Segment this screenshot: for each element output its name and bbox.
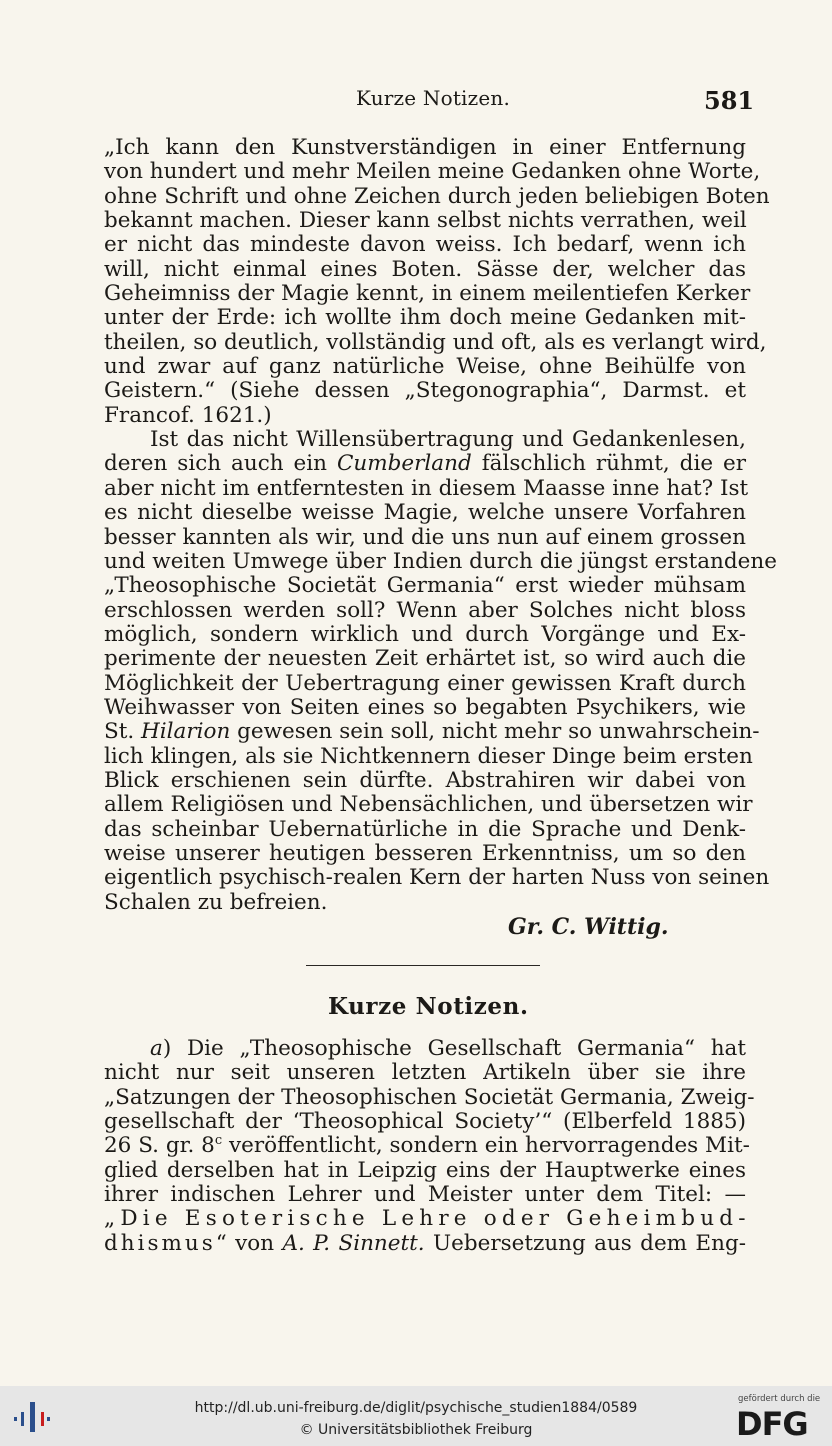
text-line: gesellschaft der ‘Theosophical Society’“ (Elberfeld 1885) xyxy=(104,1109,746,1135)
page-number: 581 xyxy=(704,86,755,115)
text-line: von hundert und mehr Meilen meine Gedanken ohne Worte, xyxy=(104,159,761,185)
text-line: Möglichkeit der Uebertragung einer gewissen Kraft durch xyxy=(104,670,746,696)
text-line: will, nicht einmal eines Boten. Sässe der, welcher das xyxy=(104,256,746,282)
text-line: eigentlich psychisch-realen Kern der harten Nuss von seinen xyxy=(104,865,770,891)
running-head: Kurze Notizen. xyxy=(356,86,511,110)
italic-name: Hilarion xyxy=(141,719,231,745)
text-line: „Satzungen der Theosophischen Societät Germania, Zweig- xyxy=(104,1084,755,1110)
text-line: es nicht dieselbe weisse Magie, welche unsere Vorfahren xyxy=(104,500,746,526)
text-line: deren sich auch ein Cumberland fälschlich rühmt, die er xyxy=(104,451,747,477)
text-line: Ist das nicht Willensübertragung und Gedankenlesen, xyxy=(150,427,746,453)
dfg-logo: DFG xyxy=(736,1405,808,1443)
text-line: erschlossen werden soll? Wenn aber Solches nicht bloss xyxy=(104,597,746,623)
text-line: und weiten Umwege über Indien durch die jüngst erstandene xyxy=(104,548,777,574)
text-line: Geistern.“ (Siehe dessen „Stegonographia“, Darmst. et xyxy=(104,378,746,404)
text-line: „Ich kann den Kunstverständigen in einer Entfernung xyxy=(104,135,746,160)
text-line: theilen, so deutlich, vollständig und oft, als es verlangt wird, xyxy=(104,329,767,355)
text-line: das scheinbar Uebernatürliche in die Sprache und Denk- xyxy=(104,816,746,842)
text-line: Francof. 1621.) xyxy=(104,402,272,428)
text-line: a) Die „Theosophische Gesellschaft Germania“ hat xyxy=(150,1036,746,1061)
text-line: lich klingen, als sie Nichtkennern dieser Dinge beim ersten xyxy=(104,743,753,769)
text-line: Blick erschienen sein dürfte. Abstrahiren wir dabei von xyxy=(104,767,746,793)
section-body xyxy=(104,1036,755,1256)
footer-bar xyxy=(0,1386,832,1446)
text-line: bekannt machen. Dieser kann selbst nichts verrathen, weil xyxy=(104,208,747,234)
text-line: dhismus“ von A. P. Sinnett. Uebersetzung aus dem Eng- xyxy=(104,1230,746,1256)
text-line: möglich, sondern wirklich und durch Vorgänge und Ex- xyxy=(104,621,746,647)
text-line: ohne Schrift und ohne Zeichen durch jeden beliebigen Boten xyxy=(104,183,770,209)
copyright-text: © Universitätsbibliothek Freiburg xyxy=(299,1422,533,1438)
text-line: „Die Esoterische Lehre oder Geheimbud- xyxy=(104,1206,751,1232)
article-body xyxy=(104,135,777,915)
text-line: Weihwasser von Seiten eines so begabten Psychikers, wie xyxy=(104,694,746,720)
text-line: besser kannten als wir, und die uns nun auf einem grossen xyxy=(104,524,746,550)
text-line: perimente der neuesten Zeit erhärtet ist, so wird auch die xyxy=(104,646,746,672)
source-url-link[interactable]: http://dl.ub.uni-freiburg.de/diglit/psychische_studien1884/0589 xyxy=(194,1400,638,1416)
section-title: Kurze Notizen. xyxy=(328,993,529,1020)
author-signature: Gr. C. Wittig. xyxy=(508,914,669,940)
text-line: glied derselben hat in Leipzig eins der Hauptwerke eines xyxy=(104,1157,746,1183)
italic-name: Cumberland xyxy=(336,451,472,477)
section-divider xyxy=(306,965,540,966)
text-line: 26 S. gr. 8$^c$ veröffentlicht, sondern ein hervorragendes Mit- xyxy=(104,1133,750,1159)
dfg-caption: gefördert durch die xyxy=(738,1394,821,1404)
text-line: aber nicht im entferntesten in diesem Maasse inne hat? Ist xyxy=(104,475,749,501)
text-line: „Theosophische Societät Germania“ erst wieder mühsam xyxy=(104,573,746,599)
italic-name: A. P. Sinnett. xyxy=(282,1230,425,1256)
text-line: ihrer indischen Lehrer und Meister unter dem Titel: — xyxy=(104,1182,746,1208)
text-line: St. Hilarion gewesen sein soll, nicht mehr so unwahrschein- xyxy=(104,719,760,745)
text-line: nicht nur seit unseren letzten Artikeln über sie ihre xyxy=(104,1060,746,1086)
text-line: Geheimniss der Magie kennt, in einem meilentiefen Kerker xyxy=(104,281,751,307)
text-line: und zwar auf ganz natürliche Weise, ohne Beihülfe von xyxy=(104,354,746,380)
text-line: allem Religiösen und Nebensächlichen, und übersetzen wir xyxy=(104,792,753,818)
text-line: Schalen zu befreien. xyxy=(104,889,328,915)
text-line: unter der Erde: ich wollte ihm doch meine Gedanken mit- xyxy=(104,305,746,331)
text-line: weise unserer heutigen besseren Erkenntniss, um so den xyxy=(104,840,746,866)
text-line: er nicht das mindeste davon weiss. Ich bedarf, wenn ich xyxy=(104,232,746,258)
